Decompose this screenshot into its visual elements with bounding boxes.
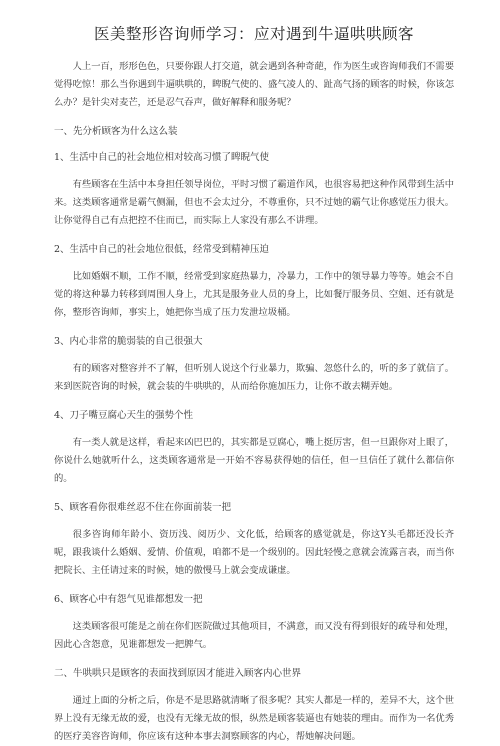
document-title: 医美整形咨询师学习：应对遇到牛逼哄哄顾客: [93, 25, 414, 43]
subsection-heading: 5、顾客看你很难丝忍不住在你面前装一把: [54, 502, 232, 513]
body-paragraph: 很多咨询师年龄小、资历浅、阅历少、文化低，给顾客的感觉就是，你这Y头毛都还没长齐呢，跟我谈什么婚姻、爱情、价值观，咱都不是一个级别的。因此轻慢之意就会流露言表，而当你把院长、主任请过来的时候，她的傲慢马上就会变成谦虚。: [54, 529, 454, 576]
subsection-heading: 3、内心非常的脆弱装的自己很强大: [54, 336, 203, 347]
section-heading: 一、先分析顾客为什么这么装: [54, 126, 178, 137]
body-paragraph: 通过上面的分析之后，你是不是思路就清晰了很多呢？其实人都是一样的，差异不大，这个世界上没有无缘无故的爱，也没有无缘无故的恨，纵然是顾客装逼也有她装的理由。而作为一名优秀的医疗美容咨询师，你应该有这种本事去洞察顾客的内心，帮她解决问题。: [54, 695, 454, 742]
body-paragraph: 有的顾客对整容并不了解，但听别人说这个行业暴力，欺骗、忽悠什么的，听的多了就信了。来到医院咨询的时候，就会装的牛哄哄的，从而给你施加压力，让你不敢去糊弄她。: [54, 363, 454, 392]
body-paragraph: 有些顾客在生活中本身担任领导岗位，平时习惯了霸道作风，也很容易把这种作风带到生活中来。这类顾客通常是霸气侧漏，但也不会太过分，不尊重你，只不过她的霸气让你感觉压力很大。让你觉得自己有点把控不住而已，而实际上人家没有那么不讲理。: [54, 179, 454, 226]
subsection-heading: 2、生活中自己的社会地位很低，经常受到精神压迫: [54, 244, 270, 255]
body-paragraph: 这类顾客很可能是之前在你们医院做过其他项目，不满意，而又没有得到很好的疏导和处理，因此心含怨意，见谁都想发一把脾气。: [54, 621, 454, 650]
intro-paragraph: 人上一百，形形色色，只要你跟人打交道，就会遇到各种奇葩，作为医生或咨询师我们不需要觉得吃惊！那么当你遇到牛逼哄哄的，睥睨气使的、盛气凌人的、趾高气扬的顾客的时候，你该怎么办？是针尖对麦芒，还是忍气吞声，做好解释和服务呢？: [54, 61, 454, 108]
subsection-heading: 6、顾客心中有怨气见谁都想发一把: [54, 594, 203, 605]
section-heading: 二、牛哄哄只是顾客的表面找到原因才能进入顾客内心世界: [54, 668, 302, 679]
subsection-heading: 4、刀子嘴豆腐心天生的强势个性: [54, 410, 194, 421]
subsection-heading: 1、生活中自己的社会地位相对较高习惯了睥睨气使: [54, 152, 270, 163]
body-paragraph: 比如婚姻不顺，工作不顺，经常受到家庭热暴力，冷暴力，工作中的领导暴力等等。她会不自觉的将这种暴力转移到周围人身上，尤其是服务业人员的身上，比如餐厅服务员、空姐、还有就是你，整形咨询师，事实上，她把你当成了压力发泄垃圾桶。: [54, 271, 454, 318]
body-paragraph: 有一类人就是这样，看起来凶巴巴的，其实都是豆腐心，嘴上挺厉害，但一旦跟你对上眼了，你说什么她就听什么，这类顾客通常是一开始不容易获得她的信任，但一旦信任了就什么都信你的。: [54, 437, 454, 484]
